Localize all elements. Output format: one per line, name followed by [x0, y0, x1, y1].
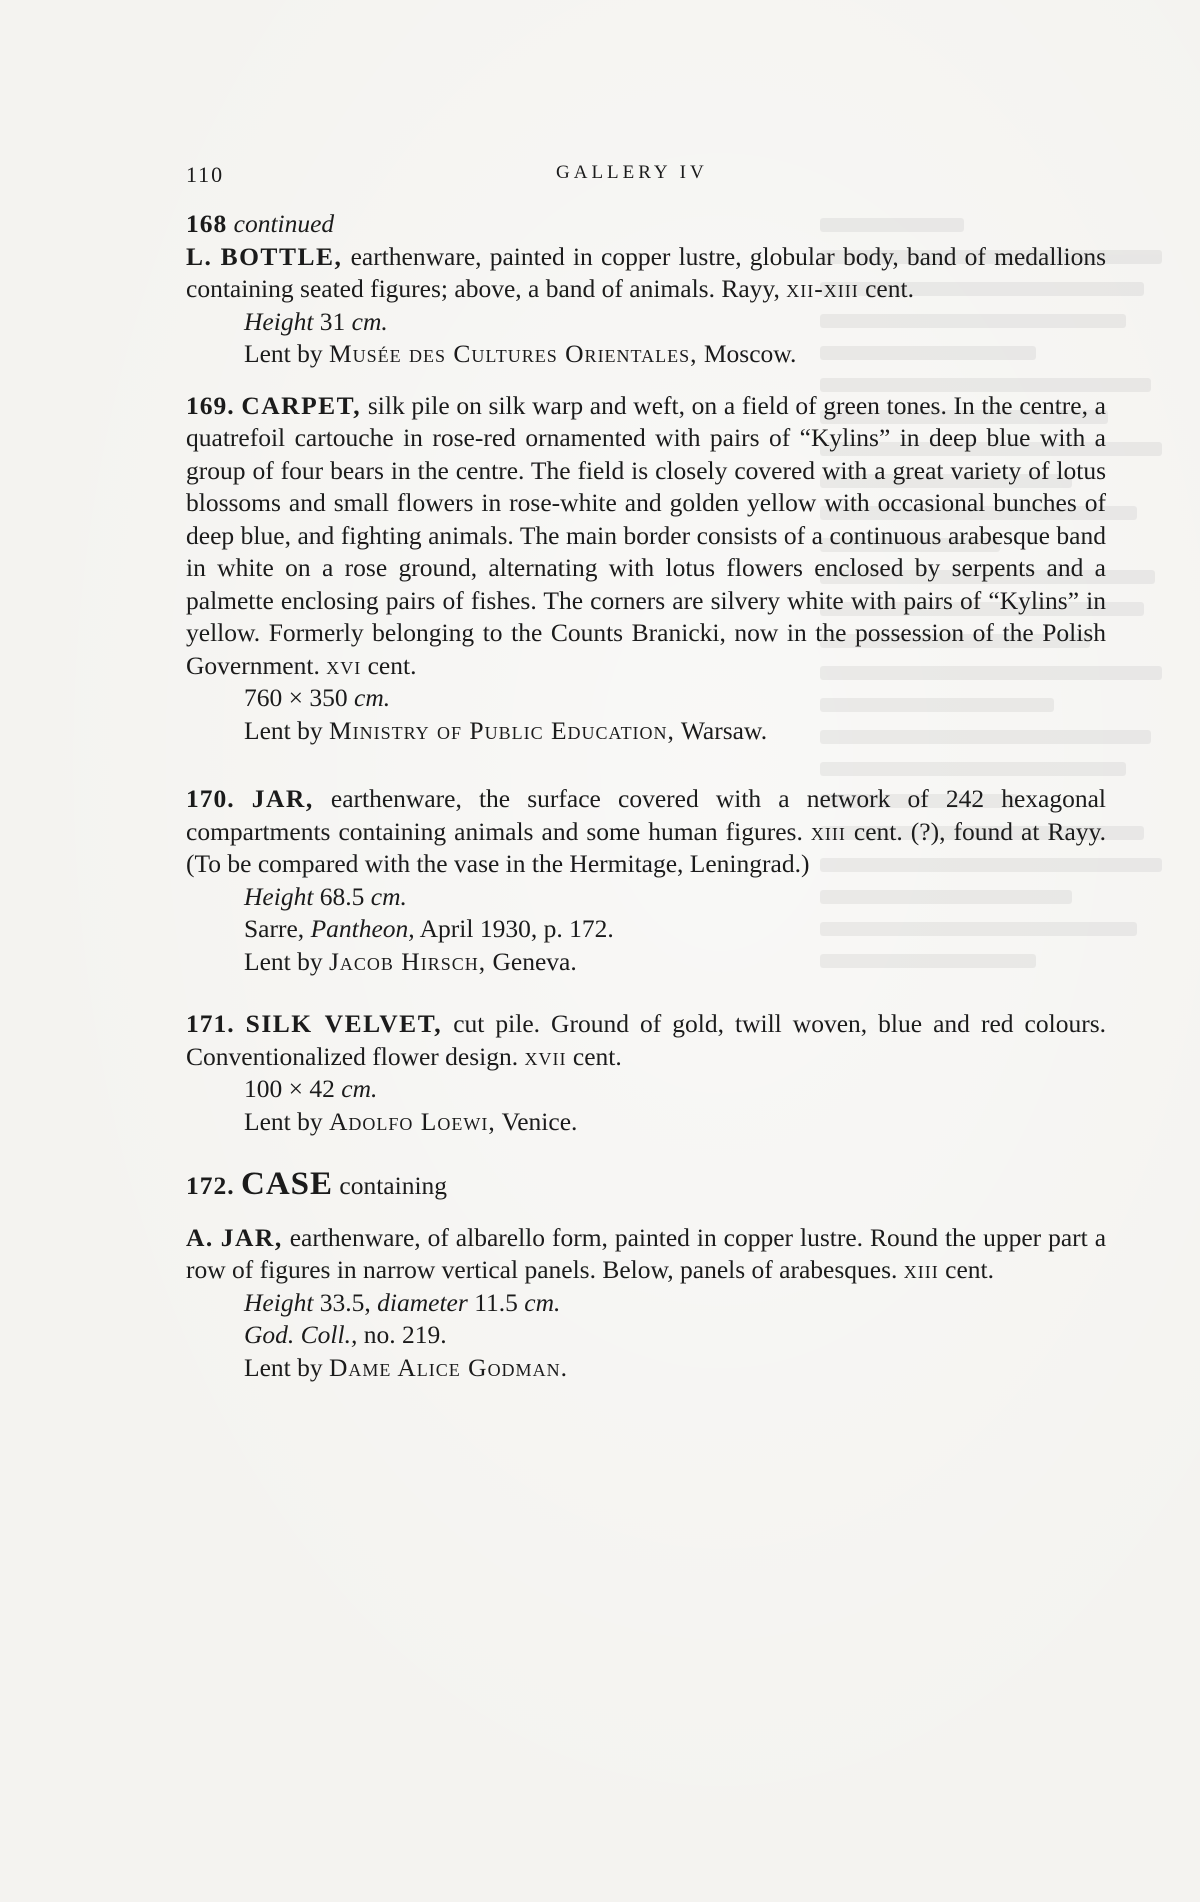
dimension-unit: cm. — [524, 1287, 561, 1317]
lent-prefix: Lent by — [244, 339, 323, 368]
entry-number: 169. — [186, 390, 235, 420]
entry-number: 172. — [186, 1171, 235, 1200]
dimension-value: 760 × 350 — [244, 683, 348, 712]
entry-168-lender — [244, 338, 1106, 371]
running-head: GALLERY IV — [556, 162, 708, 183]
item-period: xii-xiii — [786, 274, 859, 303]
lender-name: Musée des Cultures Orientales, — [328, 339, 698, 368]
entry-169-description — [186, 390, 1106, 683]
page-header — [186, 162, 1106, 192]
entry-170-dimensions — [244, 881, 1106, 914]
period-suffix: cent. — [572, 1041, 622, 1071]
item-label: L. — [186, 241, 213, 271]
reference-details: April 1930, p. 172. — [419, 914, 614, 943]
item-period: xiii — [903, 1255, 939, 1284]
entry-171 — [186, 1008, 1106, 1138]
reference-author: Sarre, — [244, 914, 305, 943]
continued-label: continued — [233, 209, 335, 238]
period-suffix: cent. — [945, 1255, 994, 1284]
entry-171-dimensions — [244, 1073, 1106, 1106]
dimension-label: Height — [244, 306, 314, 336]
entry-172-collection — [244, 1319, 1106, 1352]
height-value: 33.5, — [319, 1287, 371, 1317]
lender-name: Jacob Hirsch, — [328, 946, 487, 976]
entry-number: 171. — [186, 1009, 235, 1038]
spacer — [186, 371, 1106, 390]
catalogue-content — [186, 208, 1106, 1384]
lender-name: Adolfo Loewi, — [328, 1106, 496, 1136]
sub-item-label: A. — [186, 1222, 214, 1252]
reference-title: Pantheon, — [310, 914, 415, 943]
entry-169-dimensions — [244, 682, 1106, 715]
item-title: JAR, — [251, 784, 314, 813]
period-suffix: cent. — [865, 274, 914, 303]
entry-171-lender — [244, 1106, 1106, 1139]
dimension-unit: cm. — [341, 1074, 378, 1103]
spacer — [186, 978, 1106, 1008]
lent-prefix: Lent by — [244, 1352, 323, 1382]
page-number: 110 — [186, 162, 225, 187]
diameter-value: 11.5 — [474, 1287, 518, 1317]
diameter-label: diameter — [377, 1287, 468, 1317]
entry-172-lender — [244, 1352, 1106, 1385]
dimension-unit: cm. — [354, 683, 391, 712]
dimension-unit: cm. — [351, 306, 388, 336]
entry-168-description — [186, 241, 1106, 306]
entry-170-description — [186, 783, 1106, 881]
item-title: CARPET, — [241, 390, 362, 420]
spacer — [186, 1138, 1106, 1168]
item-title: SILK VELVET, — [245, 1009, 443, 1038]
collection-number: no. 219. — [363, 1320, 447, 1349]
entry-number: 170. — [186, 784, 235, 813]
entry-172a-description — [186, 1222, 1106, 1287]
item-period: xiii — [810, 816, 846, 846]
entry-170-reference — [244, 913, 1106, 946]
lender-name: Dame Alice Godman. — [328, 1352, 568, 1382]
dimension-value: 100 × 42 — [244, 1074, 335, 1103]
lender-location: Venice. — [501, 1106, 578, 1136]
collection-name: God. Coll., — [244, 1320, 358, 1349]
lent-prefix: Lent by — [244, 1106, 323, 1136]
height-label: Height — [244, 1287, 314, 1317]
item-description: earthenware, painted in copper lustre, globular body, band of medallions containing seated figures; above, a band of animals. Rayy, — [186, 241, 1107, 303]
item-description: earthenware, the surface covered with a network of 242 hexagonal compartments containing animals and some human figures. — [186, 784, 1107, 846]
lent-prefix: Lent by — [244, 715, 323, 745]
lender-name: Ministry of Public Education, — [328, 715, 675, 745]
lender-location: Geneva. — [492, 946, 577, 976]
dimension-unit: cm. — [370, 881, 407, 911]
entry-170 — [186, 783, 1106, 978]
lent-prefix: Lent by — [244, 946, 323, 976]
entry-170-lender — [244, 946, 1106, 979]
item-title: BOTTLE, — [220, 241, 343, 271]
item-description: cut pile. Ground of gold, twill woven, blue and red colours. Conventionalized flower design. — [186, 1009, 1106, 1071]
title-suffix: containing — [339, 1171, 448, 1200]
entry-number: 168 — [186, 209, 228, 238]
spacer — [186, 747, 1106, 783]
spacer — [186, 1203, 1106, 1222]
entry-172-heading — [186, 1168, 1106, 1203]
dimension-label: Height — [244, 881, 314, 911]
period-suffix: cent. — [367, 650, 417, 680]
item-period: xvii — [524, 1041, 567, 1071]
entry-169-lender — [244, 715, 1106, 748]
entry-168-dimensions — [244, 306, 1106, 339]
entry-171-description — [186, 1008, 1106, 1073]
entry-169 — [186, 390, 1106, 748]
item-title: CASE — [241, 1166, 334, 1202]
sub-item-title: JAR, — [220, 1222, 283, 1252]
item-description-continued: cent. (?), found at Rayy. (To be compared with the vase in the Hermitage, Leningrad.) — [186, 816, 1107, 878]
item-period: xvi — [326, 650, 362, 680]
entry-168 — [186, 208, 1106, 371]
dimension-value: 68.5 — [319, 881, 365, 911]
lender-location: Moscow. — [703, 339, 797, 368]
entry-172 — [186, 1168, 1106, 1384]
dimension-value: 31 — [319, 306, 346, 336]
entry-172-dimensions — [244, 1287, 1106, 1320]
entry-168-heading — [186, 208, 1106, 241]
item-description: silk pile on silk warp and weft, on a field of green tones. In the centre, a quatrefoil cartouche in rose-red ornamented with pairs of “Kylins” in deep blue with a group of four bears in the centre. The field is closely covered with a great variety of lotus blossoms and small flowers in rose-white and golden yellow with occasional bunches of deep blue, and fighting animals. The main border consists of a continuous arabesque band in white on a rose ground, alternating with lotus flowers enclosed by serpents and a palmette enclosing pairs of fishes. The corners are silvery white with pairs of “Kylins” in yellow. Formerly belonging to the Counts Branicki, now in the possession of the Polish Government. — [186, 390, 1106, 680]
lender-location: Warsaw. — [680, 715, 768, 745]
item-description: earthenware, of albarello form, painted in copper lustre. Round the upper part a row of figures in narrow vertical panels. Below, panels of arabesques. — [186, 1222, 1107, 1284]
